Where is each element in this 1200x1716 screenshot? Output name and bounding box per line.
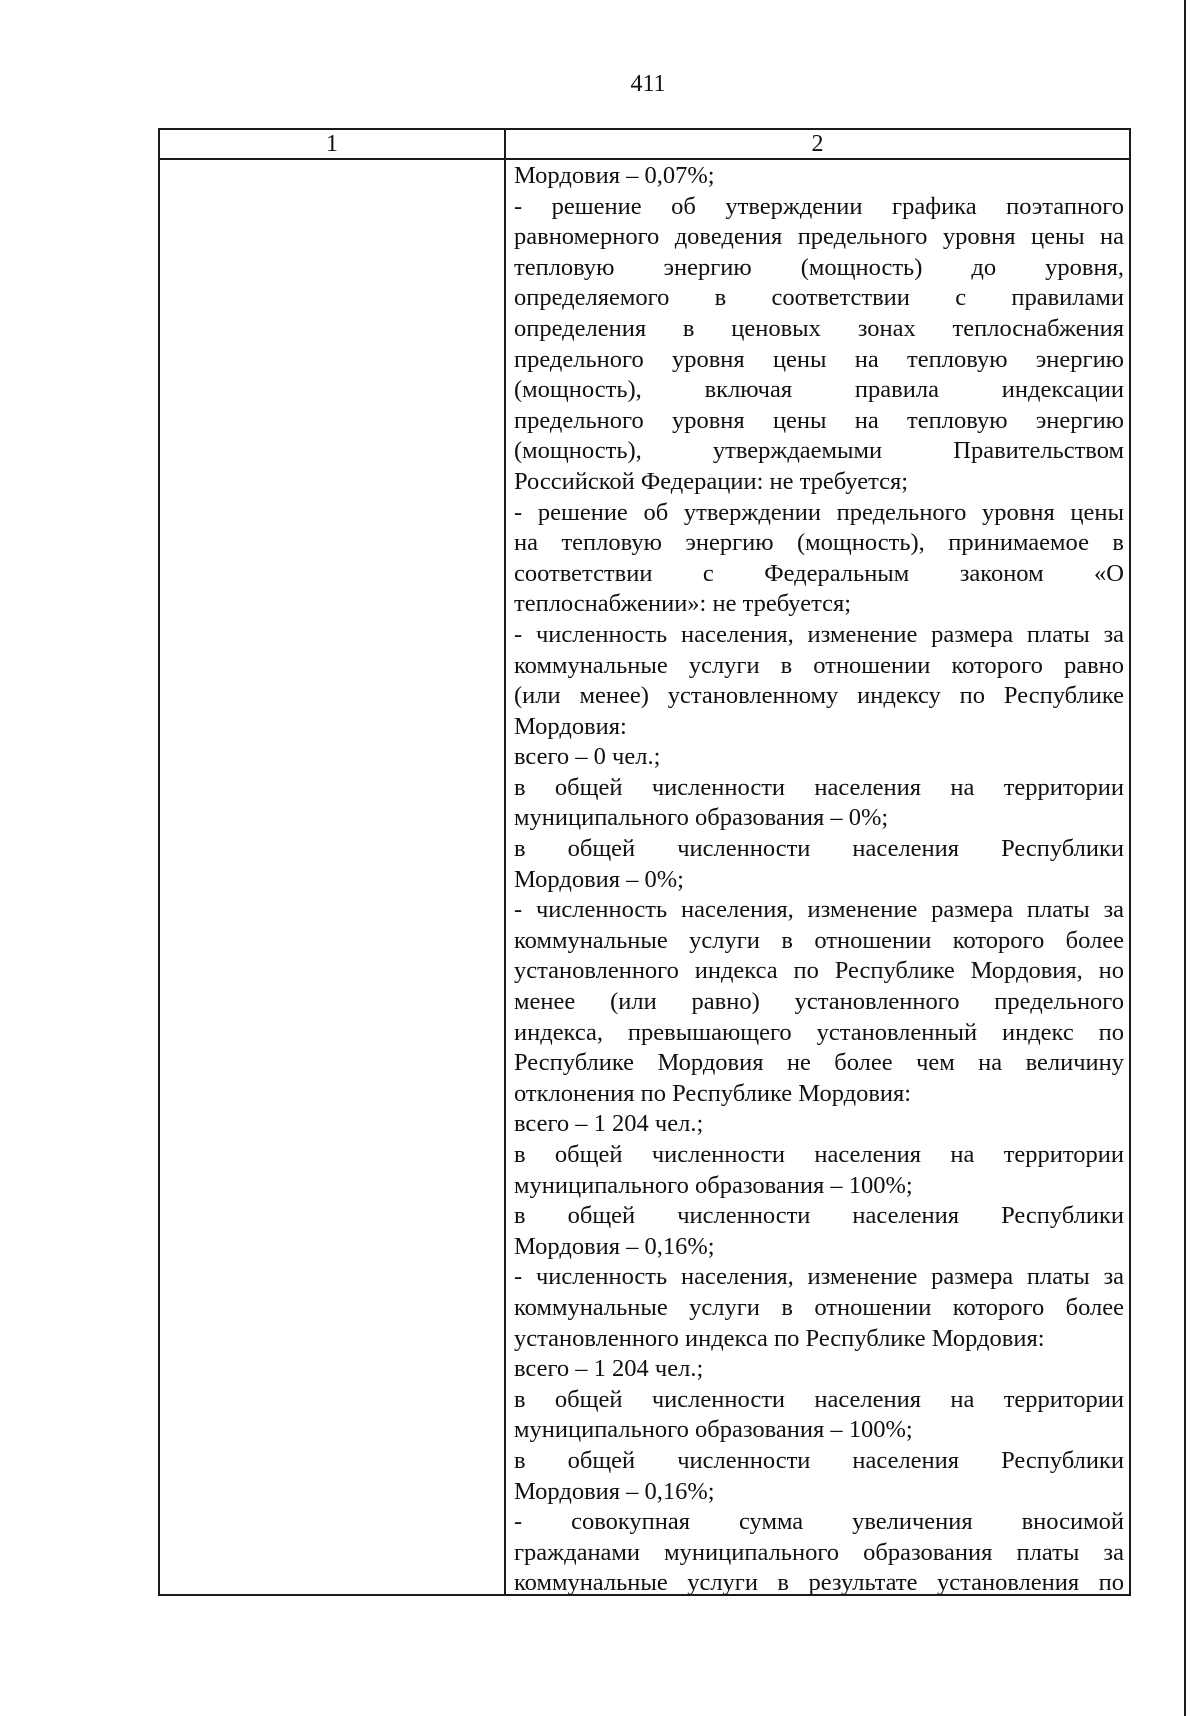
text-line: коммунальные услуги в отношении которого равно <box>514 651 1124 679</box>
text-line: - численность населения, изменение размера платы за <box>514 896 1124 924</box>
text-line: в общей численности населения на территории <box>514 1141 1124 1168</box>
text-line: Российской Федерации: не требуется; <box>514 467 909 495</box>
text-line: установленного индекса по Республике Мордовия: <box>514 1324 1045 1352</box>
text-line: всего – 0 чел.; <box>514 743 661 771</box>
text-line: Мордовия – 0,07%; <box>514 162 715 189</box>
text-line: гражданами муниципального образования платы за <box>514 1538 1124 1566</box>
text-line: всего – 1 204 чел.; <box>514 1355 704 1383</box>
text-line: определяемого в соответствии с правилами <box>514 284 1124 312</box>
table-header-cell-1: 1 <box>326 131 338 157</box>
text-line: Мордовия: <box>514 712 627 740</box>
text-line: равномерного доведения предельного уровня цены на <box>514 223 1124 251</box>
text-line: предельного уровня цены на тепловую энергию <box>514 345 1124 373</box>
text-line: Мордовия – 0,16%; <box>514 1232 715 1260</box>
text-line: коммунальные услуги в отношении которого более <box>514 926 1124 954</box>
text-line: в общей численности населения на территории <box>514 773 1124 801</box>
text-line: (мощность), включая правила индексации <box>514 376 1124 404</box>
text-line: - численность населения, изменение размера платы за <box>514 1263 1124 1291</box>
text-line: всего – 1 204 чел.; <box>514 1110 704 1138</box>
text-line: (или менее) установленному индексу по Республике <box>514 682 1124 710</box>
text-line: Республике Мордовия не более чем на величину <box>514 1049 1124 1077</box>
text-line: индекса, превышающего установленный индекс по <box>514 1018 1124 1046</box>
table-column-divider <box>504 130 506 1594</box>
text-line: Мордовия – 0%; <box>514 865 684 893</box>
table-header-row <box>160 130 1129 160</box>
text-line: в общей численности населения Республики <box>514 835 1124 863</box>
text-line: (мощность), утверждаемыми Правительством <box>514 437 1124 465</box>
table-cell-column-2 <box>514 161 1124 1599</box>
text-line: коммунальные услуги в результате установления по <box>514 1569 1124 1597</box>
page-number: 411 <box>630 71 666 97</box>
text-line: в общей численности населения Республики <box>514 1202 1124 1230</box>
document-table <box>158 128 1131 1596</box>
text-line: определения в ценовых зонах теплоснабжения <box>514 314 1124 342</box>
text-line: - решение об утверждении предельного уровня цены <box>514 498 1124 526</box>
text-line: - решение об утверждении графика поэтапного <box>514 192 1124 220</box>
text-line: на тепловую энергию (мощность), принимаемое в <box>514 529 1124 557</box>
text-line: соответствии с Федеральным законом «О <box>514 559 1124 587</box>
text-line: Мордовия – 0,16%; <box>514 1477 715 1505</box>
text-line: тепловую энергию (мощность) до уровня, <box>514 253 1124 281</box>
text-line: муниципального образования – 0%; <box>514 804 889 832</box>
text-line: в общей численности населения на территории <box>514 1385 1124 1413</box>
text-line: коммунальные услуги в отношении которого более <box>514 1293 1124 1321</box>
text-line: - численность населения, изменение размера платы за <box>514 620 1124 648</box>
scan-edge-line <box>1184 0 1186 1716</box>
text-line: теплоснабжении»: не требуется; <box>514 590 852 618</box>
text-line: менее (или равно) установленного предельного <box>514 988 1124 1016</box>
text-line: предельного уровня цены на тепловую энергию <box>514 406 1124 434</box>
text-line: - совокупная сумма увеличения вносимой <box>514 1508 1124 1536</box>
text-line: муниципального образования – 100%; <box>514 1171 913 1199</box>
text-line: установленного индекса по Республике Мордовия, но <box>514 957 1124 985</box>
text-line: муниципального образования – 100%; <box>514 1416 913 1444</box>
text-line: в общей численности населения Республики <box>514 1446 1124 1474</box>
table-header-cell-2: 2 <box>811 131 824 157</box>
text-line: отклонения по Республике Мордовия: <box>514 1079 912 1107</box>
